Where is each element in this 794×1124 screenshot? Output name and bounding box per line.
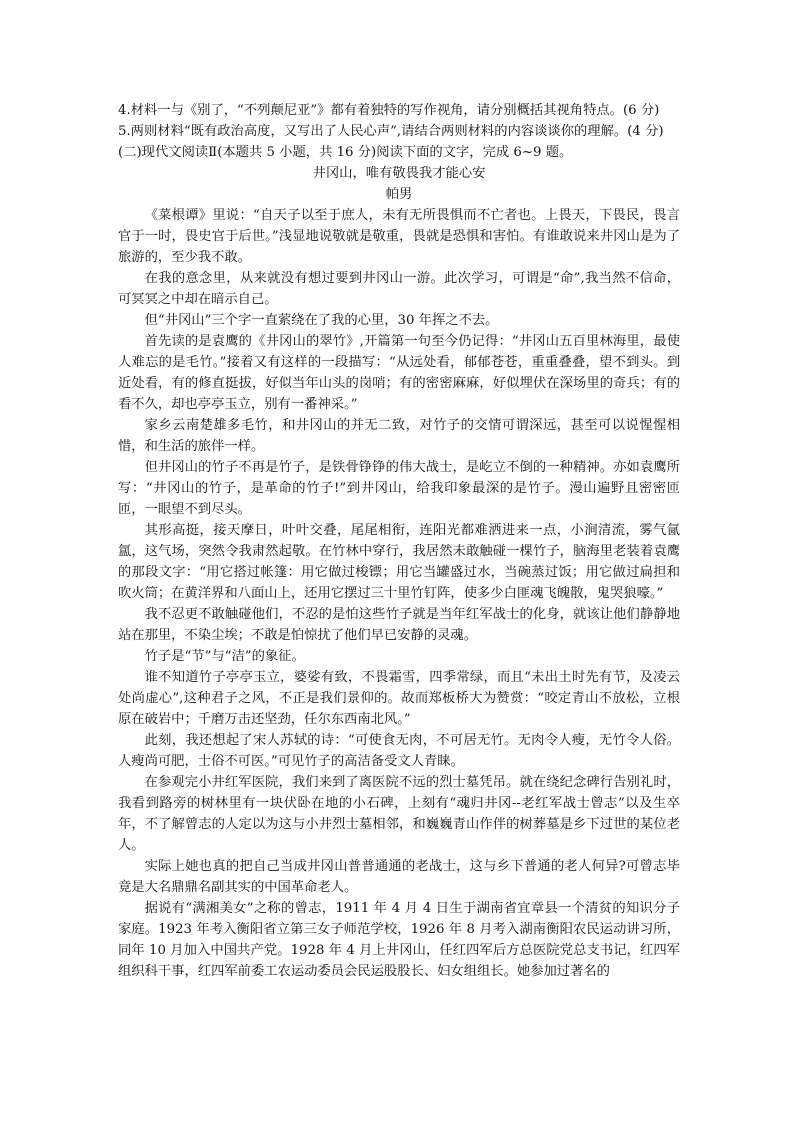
question-4: 4.材料一与《别了，“不列颠尼亚”》都有着独特的写作视角，请分别概括其视角特点。(6 分) [118,103,660,118]
paragraph: 首先读的是袁鹰的《井冈山的翠竹》,开篇第一句至今仍记得：“井冈山五百里林海里，最使人难忘的是毛竹。”接着又有这样的一段描写：“从远处看，郁郁苍苍，重重叠叠，望不到头。到近处看，有的修直挺拔，好似当年山头的岗哨；有的密密麻麻，好似埋伏在深场里的奇兵；有的看不久，却也亭亭玉立，别有一番神采。” [118,334,680,412]
article-title: 井冈山，唯有敬畏我才能心安 [312,166,486,181]
paragraph: 《菜根谭》里说：“自天子以至于庶人，未有无所畏惧而不亡者也。上畏天，下畏民，畏言官于一时，畏史官于后世。”浅显地说敬就是敬重，畏就是恐惧和害怕。有谁敢说来井冈山是为了旅游的，至少我不敢。 [118,208,680,265]
question-5: 5.两则材料“既有政治高度，又写出了人民心声”,请结合两则材料的内容谈谈你的理解。(4 分) [118,124,664,139]
paragraph: 但“井冈山”三个字一直萦绕在了我的心里，30 年挥之不去。 [144,313,499,328]
paragraph: 家乡云南楚雄多毛竹，和井冈山的并无二致，对竹子的交情可谓深远，甚至可以说惺惺相惜，和生活的旅伴一样。 [118,418,680,454]
article-author: 帕男 [385,187,413,202]
paragraph: 其形高挺，接天摩日，叶叶交叠，尾尾相衔，连阳光都难洒进来一点，小涧清流，雾气氤氲，这气场，突然令我肃然起敬。在竹林中穿行，我居然未敢触碰一棵竹子，脑海里老装着袁鹰的那段文字：“用它搭过帐篷：用它做过梭镖；用它当罐盛过水，当碗蒸过饭；用它做过扁担和吹火筒；在黄洋界和八面山上，还用它摆过三十里竹钉阵，使多少白匪魂飞魄散，鬼哭狼嚎。” [118,523,680,601]
paragraph: 此刻，我还想起了宋人苏轼的诗：“可使食无肉，不可居无竹。无肉令人瘦，无竹令人俗。人瘦尚可肥，士俗不可医。”可见竹子的高洁备受文人青睐。 [118,733,680,769]
paragraph: 实际上她也真的把自己当成井冈山普普通通的老战士，这与乡下普通的老人何异?可曾志毕竟是大名鼎鼎名副其实的中国革命老人。 [118,859,680,895]
paragraph: 在我的意念里，从来就没有想过要到井冈山一游。此次学习，可谓是“命”,我当然不信命，可冥冥之中却在暗示自己。 [118,271,680,307]
paragraph: 但井冈山的竹子不再是竹子，是铁骨铮铮的伟大战士，是屹立不倒的一种精神。亦如袁鹰所写：“井冈山的竹子，是革命的竹子!”到井冈山，给我印象最深的是竹子。漫山遍野且密密匝匝，一眼望不到尽头。 [118,460,680,517]
paragraph: 我不忍更不敢触碰他们，不忍的是怕这些竹子就是当年红军战士的化身，就该让他们静静地站在那里，不染尘埃；不敢是怕惊扰了他们早已安静的灵魂。 [118,607,680,643]
paragraph: 在参观完小井红军医院，我们来到了离医院不远的烈士墓凭吊。就在绕纪念碑行告别礼时，我看到路旁的树林里有一块伏卧在地的小石碑，上刻有“魂归井冈--老红军战士曾志”以及生卒年，不了解曾志的人定以为这与小井烈士墓相邻，和巍巍青山作伴的树葬墓是乡下过世的某位老人。 [118,775,680,853]
section-heading: (二)现代文阅读Ⅱ(本题共 5 小题，共 16 分)阅读下面的文字，完成 6~9 题。 [118,145,573,160]
paragraph: 竹子是“节”与“洁”的象征。 [144,649,305,664]
paragraph: 据说有“满湘美女”之称的曾志，1911 年 4 月 4 日生于湖南省宜章县一个清贫的知识分子家庭。1923 年考入衡阳省立第三女子师范学校，1926 年 8 月考入湖南衡阳农民运动讲习所，同年 10 月加入中国共产党。1928 年 4 月上井冈山，任红四军后方总医院党总支书记，红四军组织科干事，红四军前委工农运动委员会民运股股长、妇女组组长。她参加过著名的 [118,901,680,979]
paragraph: 谁不知道竹子亭亭玉立，婆娑有致，不畏霜雪，四季常绿，而且“未出土时先有节，及凌云处尚虚心”,这种君子之风，不正是我们景仰的。故而郑板桥大为赞赏：“咬定青山不放松，立根原在破岩中；千磨万击还坚劲，任尔东西南北风。” [118,670,680,727]
